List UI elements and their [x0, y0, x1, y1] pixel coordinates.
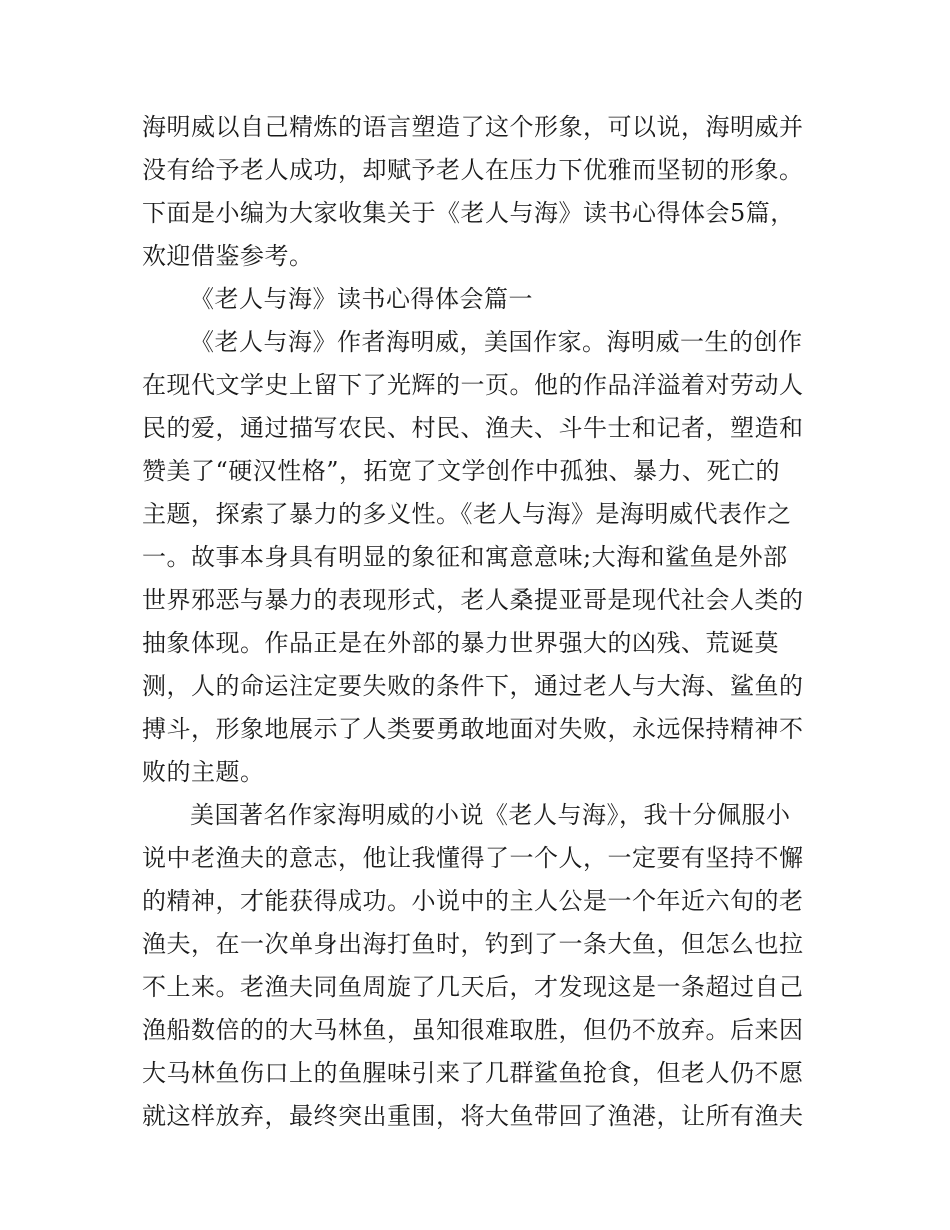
- body-line: 民的爱，通过描写农民、村民、渔夫、斗牛士和记者，塑造和: [142, 414, 804, 442]
- body-line: 败的主题。: [142, 758, 265, 786]
- body-line: 测，人的命运注定要失败的条件下，通过老人与大海、鲨鱼的: [142, 672, 804, 700]
- intro-line: 没有给予老人成功，却赋予老人在压力下优雅而坚韧的形象。: [142, 156, 804, 184]
- intro-line: 欢迎借鉴参考。: [142, 242, 314, 270]
- section-heading: 《老人与海》读书心得体会篇一: [190, 285, 533, 313]
- intro-line: 下面是小编为大家收集关于《老人与海》读书心得体会5篇，: [142, 199, 795, 227]
- body-line: 抽象体现。作品正是在外部的暴力世界强大的凶残、荒诞莫: [142, 629, 779, 657]
- body-line: 赞美了“硬汉性格”，拓宽了文学创作中孤独、暴力、死亡的: [142, 457, 781, 485]
- intro-line: 海明威以自己精炼的语言塑造了这个形象，可以说，海明威并: [142, 113, 804, 141]
- body-line: 搏斗，形象地展示了人类要勇敢地面对失败，永远保持精神不: [142, 715, 804, 743]
- body-line: 主题，探索了暴力的多义性。《老人与海》是海明威代表作之: [142, 500, 792, 528]
- body-line: 渔夫，在一次单身出海打鱼时，钓到了一条大鱼，但怎么也拉: [142, 930, 804, 958]
- body-line: 说中老渔夫的意志，他让我懂得了一个人，一定要有坚持不懈: [142, 844, 804, 872]
- body-line: 美国著名作家海明威的小说《老人与海》，我十分佩服小: [190, 801, 791, 829]
- body-line: 在现代文学史上留下了光辉的一页。他的作品洋溢着对劳动人: [142, 371, 804, 399]
- body-line: 渔船数倍的的大马林鱼，虽知很难取胜，但仍不放弃。后来因: [142, 1016, 804, 1044]
- body-line: 一。故事本身具有明显的象征和寓意意味;大海和鲨鱼是外部: [142, 543, 788, 571]
- body-line: 的精神，才能获得成功。小说中的主人公是一个年近六旬的老: [142, 887, 804, 915]
- body-line: 不上来。老渔夫同鱼周旋了几天后，才发现这是一条超过自己: [142, 973, 804, 1001]
- body-line: 《老人与海》作者海明威，美国作家。海明威一生的创作: [190, 328, 803, 356]
- body-line: 世界邪恶与暴力的表现形式，老人桑提亚哥是现代社会人类的: [142, 586, 804, 614]
- body-line: 就这样放弃，最终突出重围，将大鱼带回了渔港，让所有渔夫: [142, 1102, 804, 1130]
- body-line: 大马林鱼伤口上的鱼腥味引来了几群鲨鱼抢食，但老人仍不愿: [142, 1059, 804, 1087]
